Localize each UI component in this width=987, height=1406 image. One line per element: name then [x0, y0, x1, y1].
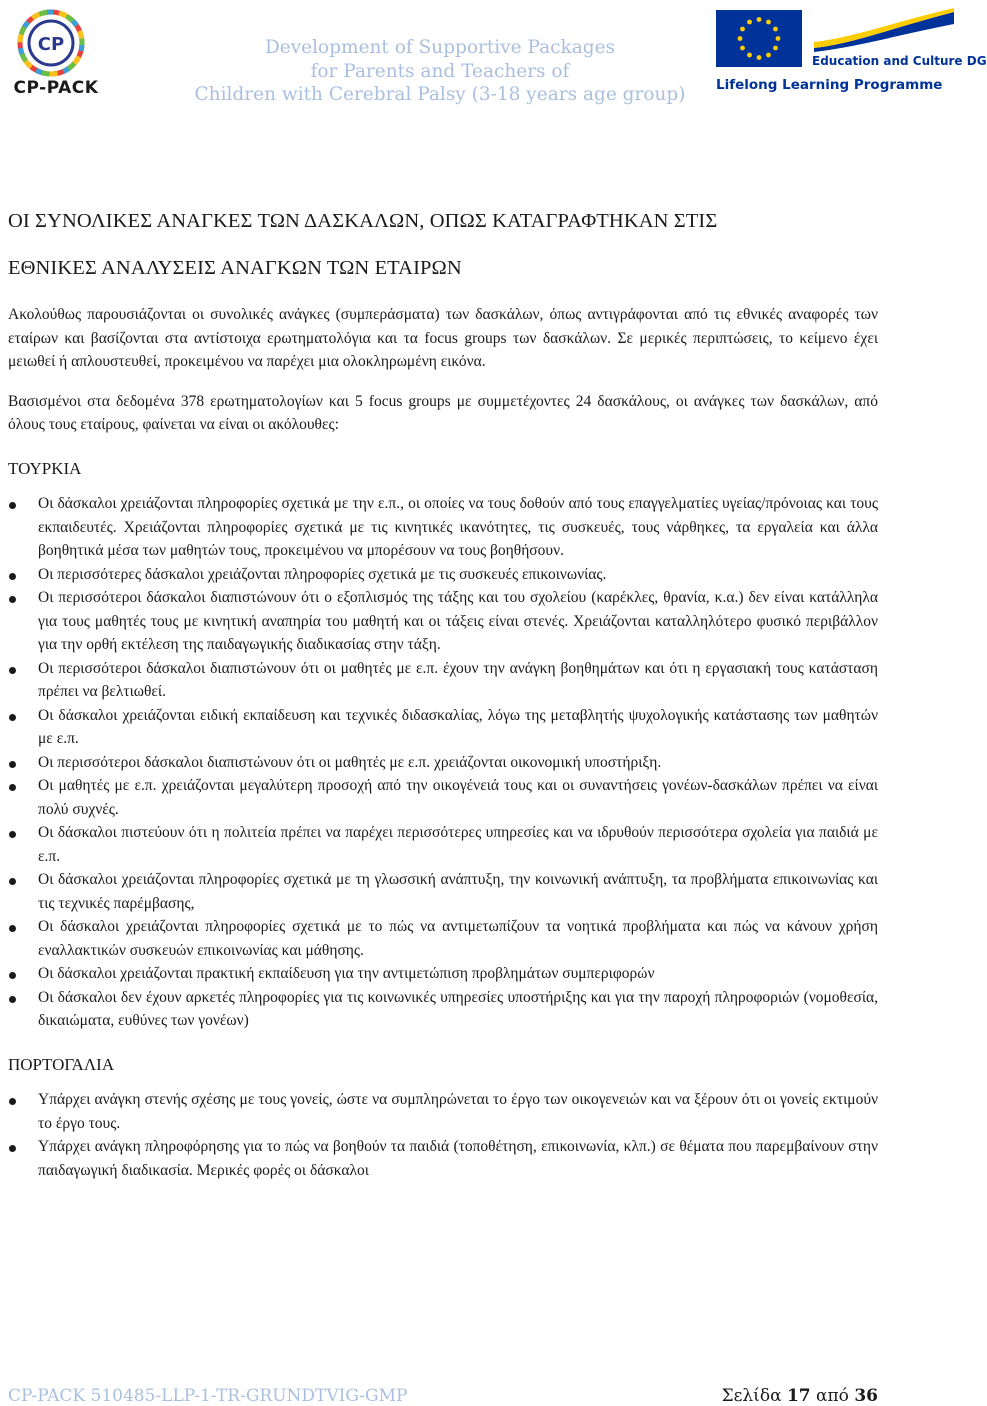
education-culture-swoosh-icon [812, 8, 956, 52]
document-body [8, 198, 878, 1182]
bullet-icon [9, 925, 16, 932]
cp-pack-logo [8, 8, 98, 100]
list-item-text: Οι περισσότεροι δάσκαλοι διαπιστώνουν ότι ο εξοπλισμός της τάξης και του σχολείου (καρέκλες, θρανία, κ.α.) δεν είναι κατάλληλα για τους μαθητές τους με κινητική αναπηρία του μαθητή και οι τάξεις είναι στενές. Χρειάζονται καταλληλότερο φυσικό περιβάλλον για την ορθή εκτέλεση της παιδαγωγικής διαδικασίας στην τάξη. [38, 589, 878, 653]
list-item-text: Οι δάσκαλοι χρειάζονται πληροφορίες σχετικά με το πώς να αντιμετωπίζουν τα νοητικά προβλήματα και πώς να κάνουν χρήση εναλλακτικών συσκευών επικοινωνίας και μάθησης. [38, 918, 878, 959]
intro-paragraph: Ακολούθως παρουσιάζονται οι συνολικές ανάγκες (συμπεράσματα) των δασκάλων, όπως αντιγράφονται από τις εθνικές αναφορές των εταίρων και βασίζονται στα αντίστοιχα ερωτηματολόγια και τα focus groups των δασκάλων. Σε μερικές περιπτώσεις, το κείμενο έχει μειωθεί ή απλουστευθεί, προκειμένου να παρέχει μια ολοκληρωμένη εικόνα. [8, 306, 878, 370]
of-label: από [816, 1386, 849, 1406]
list-item [8, 563, 878, 587]
list-item [8, 915, 878, 962]
bullet-icon [9, 831, 16, 838]
list-item-text: Οι δάσκαλοι χρειάζονται πρακτική εκπαίδευση για την αντιμετώπιση προβλημάτων συμπεριφορών [38, 965, 655, 982]
bullet-icon [9, 714, 16, 721]
bullet-icon [9, 996, 16, 1003]
page-label: Σελίδα [721, 1386, 782, 1406]
list-item-text: Οι περισσότεροι δάσκαλοι διαπιστώνουν ότι οι μαθητές με ε.π. έχουν την ανάγκη βοηθημάτων και ότι η εργασιακή τους κατάσταση πρέπει να βελτιωθεί. [38, 659, 878, 700]
list-item-text: Οι περισσότεροι δάσκαλοι διαπιστώνουν ότι οι μαθητές με ε.π. χρειάζονται οικονομική υποστήριξη. [38, 753, 662, 771]
list-item [8, 986, 878, 1033]
list-item [8, 868, 878, 915]
project-title-line: Children with Cerebral Palsy (3-18 years age group) [194, 84, 686, 105]
summary-paragraph: Βασισμένοι στα δεδομένα 378 ερωτηματολογίων και 5 focus groups με συμμετέχοντες 24 δασκάλους, οι ανάγκες των δασκάλων, από όλους τους εταίρους, φαίνεται να είναι οι ακόλουθες: [8, 392, 878, 433]
bullet-icon [9, 667, 16, 674]
bullet-icon [9, 878, 16, 885]
list-item [8, 704, 878, 751]
footer-project-code: CP-PACK 510485-LLP-1-TR-GRUNDTVIG-GMP [8, 1386, 408, 1406]
bullet-icon [9, 596, 16, 603]
list-item-text: Οι δάσκαλοι χρειάζονται ειδική εκπαίδευση και τεχνικές διδασκαλίας, λόγω της μεταβλητής ψυχολογικής κατάστασης των μαθητών με ε.π. [38, 706, 878, 747]
section-heading-line: ΕΘΝΙΚΕΣ ΑΝΑΛΥΣΕΙΣ ΑΝΑΓΚΩΝ ΤΩΝ ΕΤΑΙΡΩΝ [8, 257, 462, 279]
bullet-icon [9, 1098, 16, 1105]
list-item [8, 492, 878, 563]
country-heading-turkey: ΤΟΥΡΚΙΑ [8, 458, 82, 478]
cp-pack-logo-ring-icon [16, 8, 86, 78]
project-title-line: Development of Supportive Packages [264, 37, 616, 58]
project-title-line: for Parents and Teachers of [310, 60, 570, 82]
bullet-icon [9, 573, 16, 580]
section-heading-line: ΟΙ ΣΥΝΟΛΙΚΕΣ ΑΝΑΓΚΕΣ ΤΩΝ ΔΑΣΚΑΛΩΝ, ΟΠΩΣ ΚΑΤΑΓΡΑΦΤΗΚΑΝ ΣΤΙΣ [8, 210, 718, 232]
bullet-icon [9, 784, 16, 791]
education-culture-dg-label: Education and Culture DG [812, 54, 987, 68]
page-header [0, 0, 987, 110]
eu-flag-icon [716, 10, 802, 67]
list-item-text: Υπάρχει ανάγκη στενής σχέσης με τους γονείς, ώστε να συμπληρώνεται το έργο των οικογενειών και να ξέρουν ότι οι γονείς εκτιμούν το έργο τους. [38, 1091, 878, 1132]
list-item [8, 751, 878, 775]
list-item [8, 1135, 878, 1182]
list-item-text: Οι μαθητές με ε.π. χρειάζονται μεγαλύτερη προσοχή από την οικογένειά τους και οι συναντήσεις γονέων-δασκάλων πρέπει να είναι πολύ συχνές. [38, 777, 878, 818]
footer-page-number [722, 1386, 878, 1406]
bullet-icon [9, 1145, 16, 1152]
list-item [8, 821, 878, 868]
lifelong-learning-programme-label: Lifelong Learning Programme [716, 77, 943, 93]
svg-text:CP: CP [37, 34, 65, 55]
turkey-needs-list [8, 492, 878, 1033]
bullet-icon [9, 502, 16, 509]
list-item [8, 962, 878, 986]
list-item [8, 1088, 878, 1135]
list-item-text: Οι δάσκαλοι χρειάζονται πληροφορίες σχετικά με τη γλωσσική ανάπτυξη, την κοινωνική ανάπτυξη, τα προβλήματα επικοινωνίας και τις τεχνικές παρέμβασης, [38, 871, 878, 912]
list-item [8, 657, 878, 704]
bullet-icon [9, 972, 16, 979]
current-page: 17 [786, 1386, 811, 1406]
total-pages: 36 [854, 1386, 878, 1406]
bullet-icon [9, 761, 16, 768]
list-item-text: Οι δάσκαλοι πιστεύουν ότι η πολιτεία πρέπει να παρέχει περισσότερες υπηρεσίες και να ιδρυθούν περισσότερα σχολεία για παιδιά με ε.π. [38, 824, 878, 865]
logo-text: CP-PACK [13, 78, 99, 98]
list-item-text: Οι δάσκαλοι δεν έχουν αρκετές πληροφορίες για τις κοινωνικές υπηρεσίες υποστήριξης και για την παροχή πληροφοριών (νομοθεσία, δικαιώματα, ευθύνες των γονέων) [38, 988, 878, 1029]
country-heading-portugal: ΠΟΡΤΟΓΑΛΙΑ [8, 1054, 115, 1074]
list-item-text: Οι δάσκαλοι χρειάζονται πληροφορίες σχετικά με την ε.π., οι οποίες να τους δοθούν από τους επαγγελματίες υγείας/πρόνοιας και τους εκπαιδευτές. Χρειάζονται πληροφορίες σχετικά με τις κινητικές ικανότητες, τις συσκευές, τους νάρθηκες, τα εργαλεία και άλλα βοηθητικά μέσα των μαθητών τους, προκειμένου να μπορέσουν να τους βοηθήσουν. [38, 495, 878, 559]
portugal-needs-list [8, 1088, 878, 1182]
list-item [8, 774, 878, 821]
list-item [8, 586, 878, 657]
list-item-text: Οι περισσότερες δάσκαλοι χρειάζονται πληροφορίες σχετικά με τις συσκευές επικοινωνίας. [38, 565, 607, 583]
section-heading [8, 198, 878, 292]
project-title [180, 36, 700, 107]
list-item-text: Υπάρχει ανάγκη πληροφόρησης για το πώς να βοηθούν τα παιδιά (τοποθέτηση, επικοινωνία, κλπ.) σε θέματα που παρεμβαίνουν στην παιδαγωγική διαδικασία. Μερικές φορές οι δάσκαλοι [38, 1138, 878, 1179]
